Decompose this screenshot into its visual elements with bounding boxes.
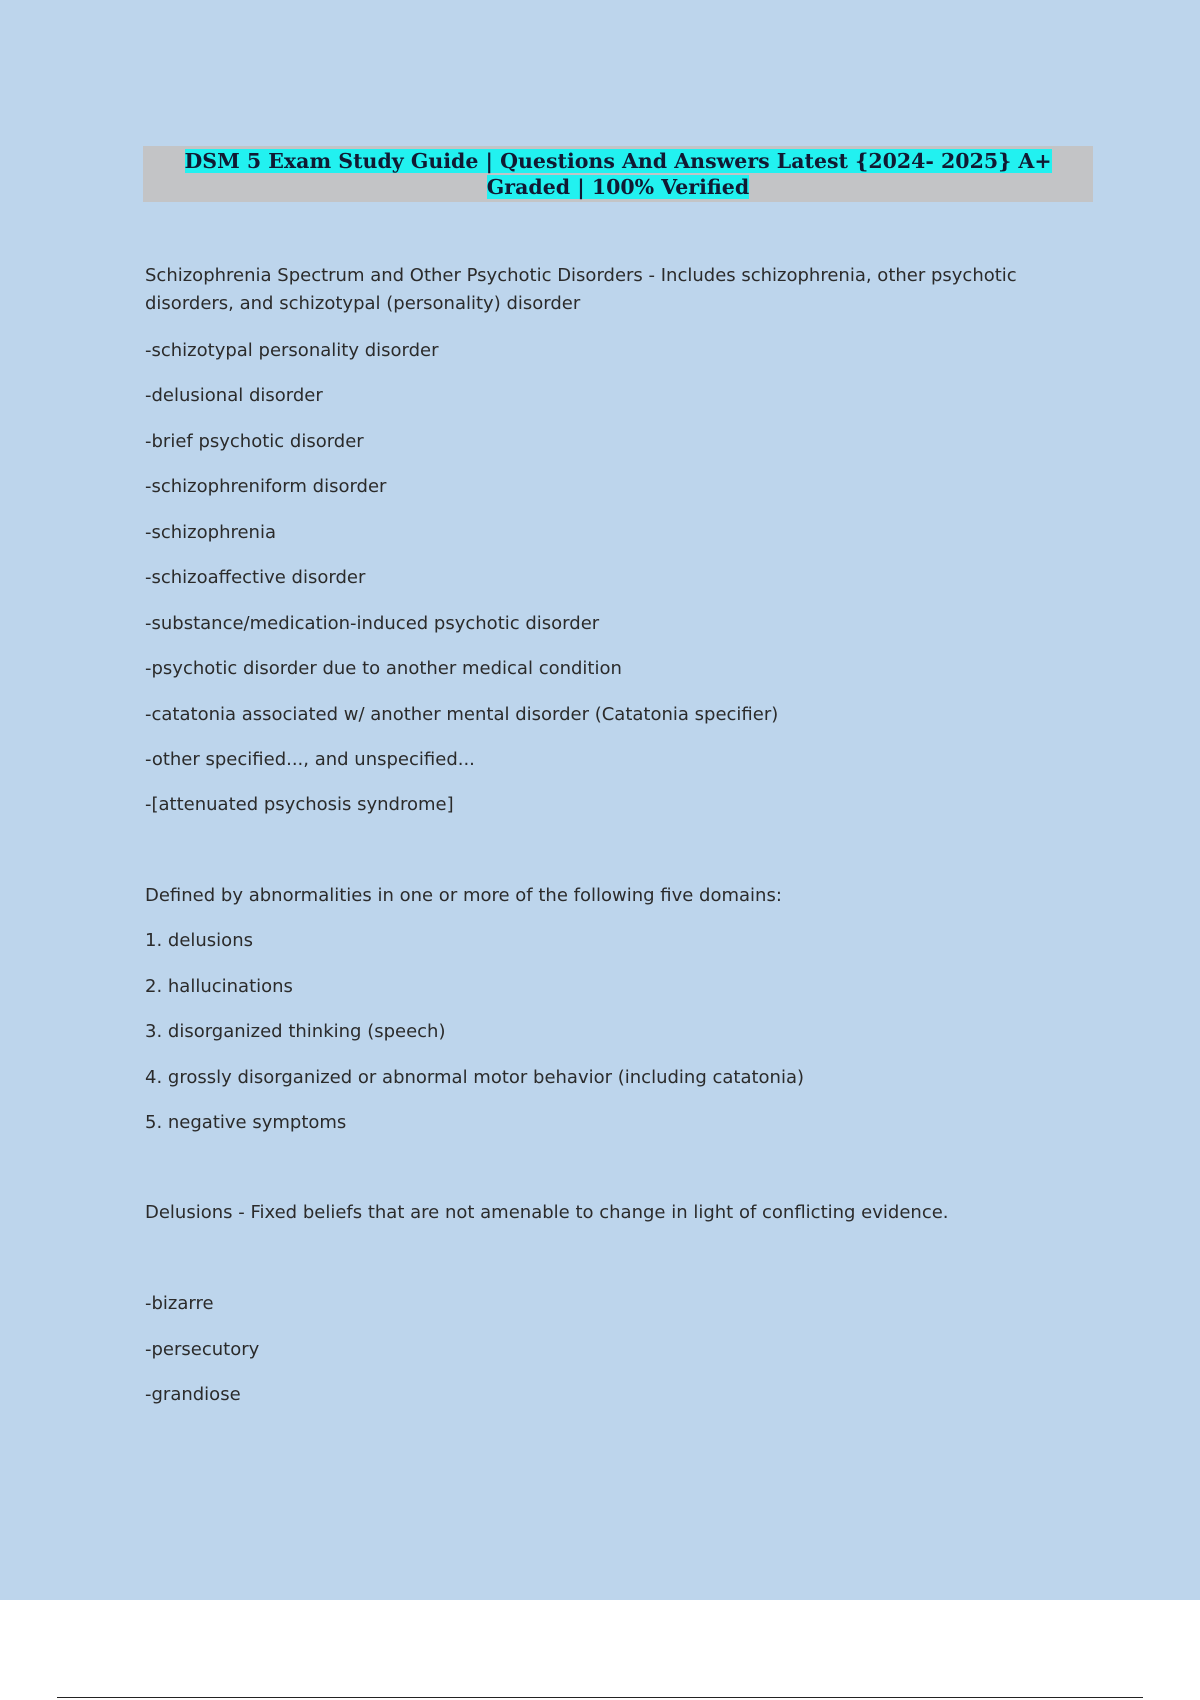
footer-divider xyxy=(57,1697,1143,1698)
list-item: -bizarre xyxy=(145,1293,214,1314)
list-item: 1. delusions xyxy=(145,930,253,951)
document-title: DSM 5 Exam Study Guide | Questions And Answers Latest {2024- 2025} A+ Graded | 100% Verified xyxy=(184,149,1052,199)
list-item: -psychotic disorder due to another medical condition xyxy=(145,658,622,679)
list-item: 5. negative symptoms xyxy=(145,1112,347,1133)
document-title-box xyxy=(143,146,1093,202)
section-intro: Delusions - Fixed beliefs that are not amenable to change in light of conflicting evidence. xyxy=(145,1202,949,1223)
section-intro: Defined by abnormalities in one or more of the following five domains: xyxy=(145,885,782,906)
list-item: -schizotypal personality disorder xyxy=(145,340,439,361)
section-intro: Schizophrenia Spectrum and Other Psychotic Disorders - Includes schizophrenia, other psychotic disorders, and schizotypal (personality) disorder xyxy=(145,265,1017,314)
list-item: -persecutory xyxy=(145,1339,260,1360)
list-item: -catatonia associated w/ another mental disorder (Catatonia specifier) xyxy=(145,704,779,725)
list-item: -substance/medication-induced psychotic disorder xyxy=(145,613,600,634)
list-item: -delusional disorder xyxy=(145,385,323,406)
list-item: 2. hallucinations xyxy=(145,976,293,997)
list-item: -schizophreniform disorder xyxy=(145,476,387,497)
list-item: -brief psychotic disorder xyxy=(145,431,364,452)
list-item: -other specified..., and unspecified... xyxy=(145,749,475,770)
list-item: 4. grossly disorganized or abnormal motor behavior (including catatonia) xyxy=(145,1067,805,1088)
list-item: 3. disorganized thinking (speech) xyxy=(145,1021,446,1042)
list-item: -schizoaffective disorder xyxy=(145,567,366,588)
list-item: -grandiose xyxy=(145,1384,241,1405)
list-item: -schizophrenia xyxy=(145,522,276,543)
list-item: -[attenuated psychosis syndrome] xyxy=(145,794,454,815)
